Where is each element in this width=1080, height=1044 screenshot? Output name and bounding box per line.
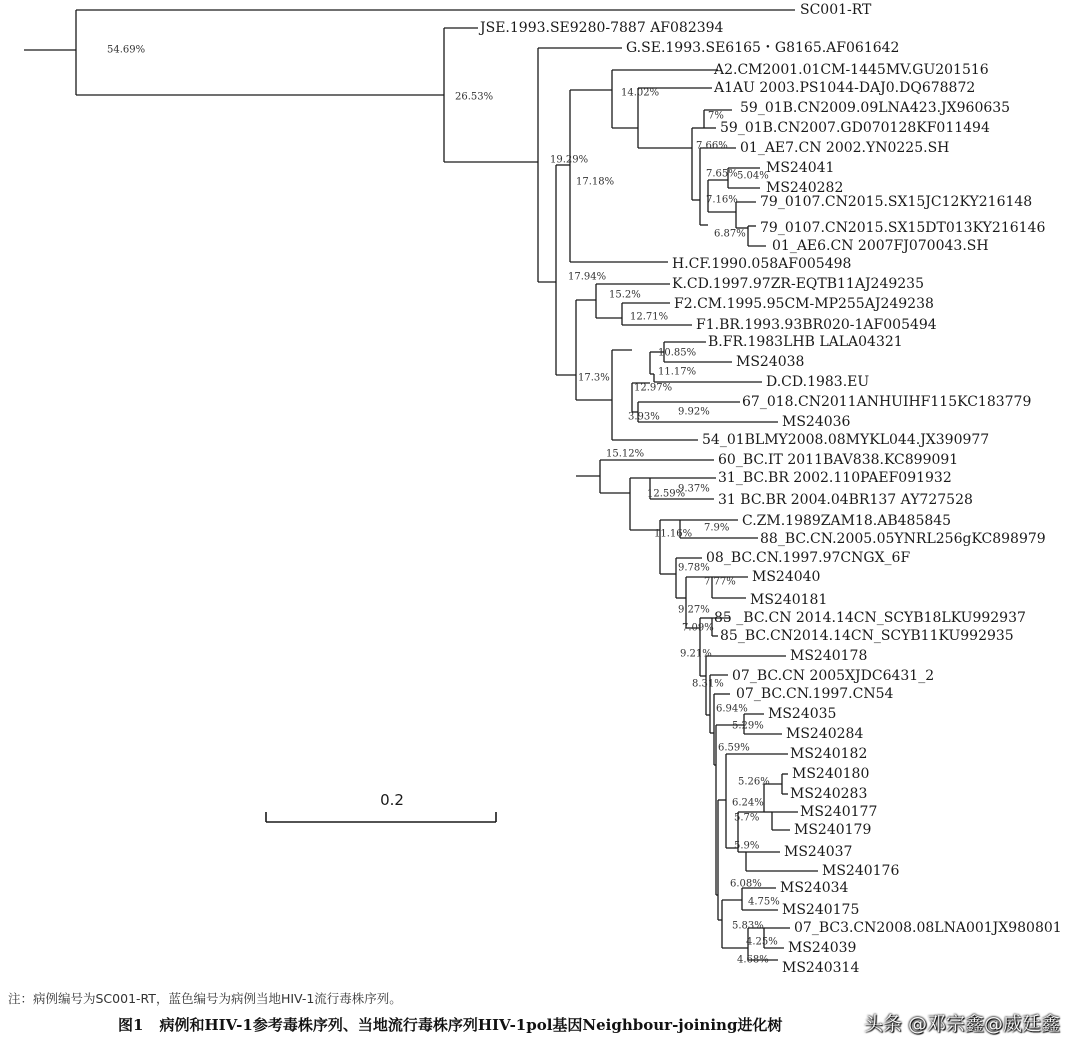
bootstrap-label: 4.75% [748, 896, 780, 908]
bootstrap-label: 6.24% [732, 797, 764, 809]
leaf-label: 01_AE6.CN 2007FJ070043.SH [772, 238, 989, 254]
bootstrap-label: 4.68% [737, 954, 769, 966]
bootstrap-label: 7.9% [704, 522, 730, 534]
leaf-label: 59_01B.CN2007.GD070128KF011494 [720, 120, 990, 136]
leaf-label: 88_BC.CN.2005.05YNRL256gKC898979 [760, 531, 1046, 547]
figure-caption-text: 病例和HIV-1参考毒株序列、当地流行毒株序列HIV-1pol基因Neighbour-joining进化树 [159, 1016, 783, 1034]
leaf-label: MS24034 [780, 880, 849, 896]
leaf-label: MS240314 [782, 960, 860, 976]
leaf-label: B.FR.1983LHB LALA04321 [708, 334, 903, 350]
bootstrap-label: 11.17% [658, 366, 697, 378]
leaf-label: MS240175 [782, 902, 860, 918]
bootstrap-label: 6.08% [730, 878, 762, 890]
bootstrap-label: 5.9% [734, 840, 760, 852]
bootstrap-label: 7.77% [704, 576, 736, 588]
figure-caption [118, 1014, 782, 1035]
leaf-label: JSE.1993.SE9280-7887 AF082394 [480, 20, 724, 36]
watermark-text: 头条 @邓宗鑫@威廷鑫 [863, 1013, 1060, 1035]
bootstrap-label: 19.29% [550, 154, 589, 166]
leaf-label: 85_BC.CN2014.14CN_SCYB11KU992935 [720, 628, 1014, 644]
leaf-label: 07_BC.CN.1997.CN54 [736, 686, 894, 702]
bootstrap-label: 9.21% [680, 648, 712, 660]
leaf-label: MS24037 [784, 844, 853, 860]
leaf-label: MS240178 [790, 648, 868, 664]
bootstrap-label: 6.59% [718, 742, 750, 754]
bootstrap-label: 6.94% [716, 703, 748, 715]
leaf-label: 67_018.CN2011ANHUIHF115KC183779 [742, 394, 1032, 410]
leaf-label: 01_AE7.CN 2002.YN0225.SH [740, 140, 950, 156]
leaf-label: F2.CM.1995.95CM-MP255AJ249238 [674, 296, 934, 312]
bootstrap-label: 7.09% [682, 622, 714, 634]
leaf-label: SC001-RT [800, 2, 872, 18]
leaf-label: 54_01BLMY2008.08MYKL044.JX390977 [702, 432, 990, 448]
leaf-label: MS24039 [788, 940, 857, 956]
bootstrap-label: 54.69% [107, 44, 146, 56]
bootstrap-label: 7.16% [706, 194, 738, 206]
bootstrap-label: 4.25% [746, 936, 778, 948]
bootstrap-label: 7% [708, 110, 724, 122]
bootstrap-label: 10.85% [658, 347, 697, 359]
bootstrap-label: 12.97% [634, 382, 673, 394]
leaf-label: 08_BC.CN.1997.97CNGX_6F [706, 550, 911, 566]
leaf-label: MS240181 [750, 592, 828, 608]
bootstrap-label: 15.2% [609, 289, 641, 301]
bootstrap-label: 12.71% [630, 311, 669, 323]
bootstrap-label: 26.53% [455, 91, 494, 103]
bootstrap-label: 9.37% [678, 483, 710, 495]
leaf-label: MS240284 [786, 726, 864, 742]
bootstrap-label: 3.93% [628, 411, 660, 423]
leaf-label: G.SE.1993.SE6165・G8165.AF061642 [626, 40, 900, 56]
bootstrap-label: 5.83% [732, 920, 764, 932]
leaf-label: MS240176 [822, 863, 900, 879]
bootstrap-label: 17.3% [578, 372, 610, 384]
leaf-label: MS24040 [752, 569, 821, 585]
leaf-label: 85 _BC.CN 2014.14CN_SCYB18LKU992937 [714, 610, 1026, 626]
leaf-label: MS240180 [792, 766, 870, 782]
leaf-label: 31 BC.BR 2004.04BR137 AY727528 [718, 492, 973, 508]
bootstrap-label: 7.66% [696, 140, 728, 152]
leaf-label: K.CD.1997.97ZR-EQTB11AJ249235 [672, 276, 924, 292]
scale-bar [266, 812, 496, 822]
bootstrap-label: 9.27% [678, 604, 710, 616]
bootstrap-label: 5.26% [738, 776, 770, 788]
bootstrap-label: 9.78% [678, 562, 710, 574]
leaf-label: MS240283 [790, 786, 868, 802]
bootstrap-label: 14.02% [621, 87, 660, 99]
bootstrap-label: 9.92% [678, 406, 710, 418]
figure-number: 图1 [118, 1016, 144, 1034]
bootstrap-label: 6.87% [714, 228, 746, 240]
leaf-label: 07_BC.CN 2005XJDC6431_2 [732, 668, 935, 684]
bootstrap-label: 5.04% [737, 170, 769, 182]
figure-footnote: 注：病例编号为SC001-RT，蓝色编号为病例当地HIV-1流行毒株序列。 [8, 991, 402, 1006]
scale-label: 0.2 [380, 791, 404, 809]
leaf-label: 59_01B.CN2009.09LNA423.JX960635 [740, 100, 1011, 116]
leaf-label: A1AU 2003.PS1044-DAJ0.DQ678872 [714, 80, 976, 96]
bootstrap-label: 11.16% [654, 528, 693, 540]
leaf-label: MS240177 [800, 804, 878, 820]
bootstrap-label: 17.94% [568, 271, 607, 283]
bootstrap-label: 7.65% [706, 168, 738, 180]
leaf-label: H.CF.1990.058AF005498 [672, 256, 852, 272]
leaf-label: F1.BR.1993.93BR020-1AF005494 [696, 317, 937, 333]
leaf-label: MS24038 [736, 354, 805, 370]
leaf-label: 79_0107.CN2015.SX15DT013KY216146 [760, 220, 1046, 236]
leaf-label: 60_BC.IT 2011BAV838.KC899091 [718, 452, 959, 468]
leaf-label: MS24036 [782, 414, 851, 430]
leaf-label: MS240182 [790, 746, 868, 762]
leaf-label: MS240179 [794, 822, 872, 838]
leaf-label: C.ZM.1989ZAM18.AB485845 [742, 513, 952, 529]
leaf-label: MS24035 [768, 706, 837, 722]
leaf-label: D.CD.1983.EU [766, 374, 870, 390]
bootstrap-label: 5.7% [734, 812, 760, 824]
leaf-label: 07_BC3.CN2008.08LNA001JX980801 [794, 920, 1062, 936]
leaf-label: MS24041 [766, 160, 835, 176]
leaf-label: MS240282 [766, 180, 844, 196]
bootstrap-label: 12.59% [647, 488, 686, 500]
leaf-label: 79_0107.CN2015.SX15JC12KY216148 [760, 194, 1033, 210]
leaf-label: A2.CM2001.01CM-1445MV.GU201516 [714, 62, 989, 78]
bootstrap-label: 8.31% [692, 678, 724, 690]
leaf-label: 31_BC.BR 2002.110PAEF091932 [718, 470, 952, 486]
bootstrap-label: 15.12% [606, 448, 645, 460]
bootstrap-label: 5.29% [732, 720, 764, 732]
bootstrap-label: 17.18% [576, 176, 615, 188]
